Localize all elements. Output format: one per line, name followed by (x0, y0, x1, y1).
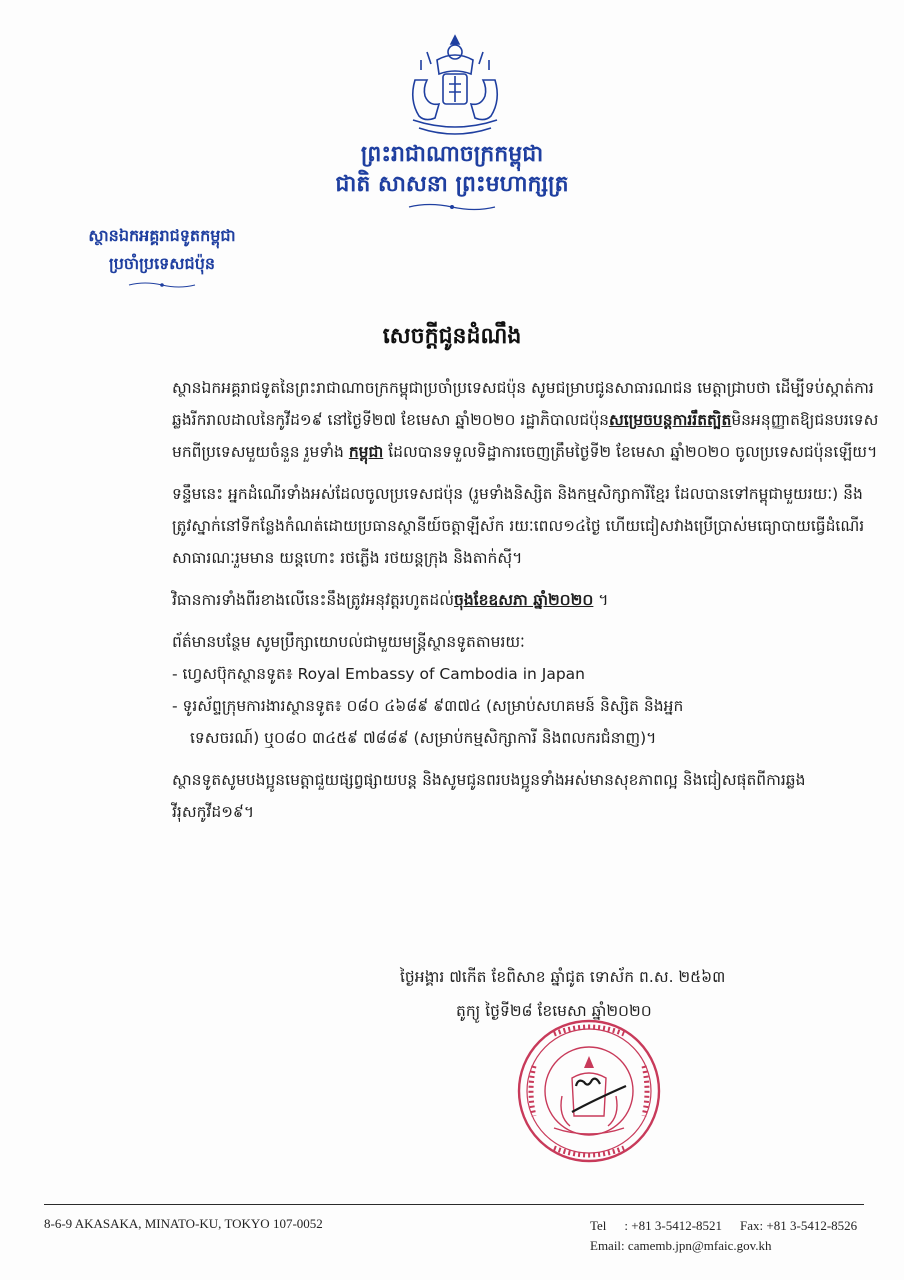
solar-date: តូក្យូ ថ្ងៃទី២៨ ខែមេសា ឆ្នាំ២០២០ (456, 1002, 652, 1020)
embassy-location: ប្រចាំប្រទេសជប៉ុន (108, 254, 215, 273)
embassy-name: ស្ថានឯកអគ្គរាជទូតកម្ពុជា (88, 226, 236, 245)
list-item-facebook: - ហ្វេសប៊ុកស្ថានទូត៖ Royal Embassy of Cambodia in Japan (172, 665, 585, 683)
emphasis-deadline: ចុងខែឧសភា ឆ្នាំ២០២០ (454, 591, 594, 609)
paragraph-1: ស្ថានឯកអគ្គរាជទូតនៃព្រះរាជាណាចក្រកម្ពុជាប្រចាំប្រទេសជប៉ុន សូមជម្រាបជូនសាធារណជន មេត្តាជ្រាបថា ដើម្បីទប់ស្កាត់ការឆ្លងរីករាលដាលនៃកូវីដ១៩ នៅថ្ងៃទី២៧ ខែមេសា ឆ្នាំ២០២០ រដ្ឋាភិបាលជប៉ុនសម្រេចបន្តការរឹតត្បិតមិនអនុញ្ញាតឱ្យជនបរទេសមកពីប្រទេសមួយចំនួន រួមទាំង កម្ពុជា ដែលបានទទួលទិដ្ឋាការចេញត្រឹមថ្ងៃទី២ ខែមេសា ឆ្នាំ២០២០ ចូលប្រទេសជប៉ុនឡើយ។ (172, 379, 879, 461)
email-label: Email: (590, 1238, 625, 1253)
kingdom-title: ព្រះរាជាណាចក្រកម្ពុជា (360, 142, 544, 167)
footer-contact (590, 1216, 880, 1256)
emphasis-restriction: សម្រេចបន្តការរឹតត្បិត (608, 411, 732, 429)
tel-value: : +81 3-5412-8521 (624, 1218, 723, 1233)
paragraph-5: ស្ថានទូតសូមបងប្អូនមេត្តាជួយផ្សព្វផ្សាយបន្ត និងសូមជូនពរបងប្អូនទាំងអស់មានសុខភាពល្អ និងជៀសផុតពីការឆ្លងវីរុសកូវីដ១៩។ (172, 771, 806, 821)
fax-label: Fax: (740, 1218, 764, 1233)
official-seal-icon (514, 1016, 664, 1166)
fax-value: +81 3-5412-8526 (766, 1218, 858, 1233)
royal-emblem-icon (395, 30, 515, 142)
paragraph-3: វិធានការទាំងពីរខាងលើនេះនឹងត្រូវអនុវត្តរហូតដល់ចុងខែឧសភា ឆ្នាំ២០២០ ។ (172, 591, 609, 609)
email-value: camemb.jpn@mfaic.gov.kh (627, 1238, 772, 1253)
emphasis-cambodia: កម្ពុជា (348, 443, 384, 461)
lunar-date: ថ្ងៃអង្គារ ៧កើត ខែពិសាខ ឆ្នាំជូត ទោស័ក ព.ស. ២៥៦៣ (400, 968, 726, 986)
footer-divider (44, 1204, 864, 1205)
document-title: សេចក្តីជូនដំណឹង (382, 324, 522, 349)
embassy-header (52, 222, 272, 290)
paragraph-4: ព័ត៌មានបន្ថែម សូមប្រឹក្សាយោបល់ជាមួយមន្ត្រីស្ថានទូតតាមរយៈ (172, 633, 525, 651)
ornament-divider-icon (127, 280, 197, 290)
list-item-phone-cont: ទេសចរណ៍) ឬ០៨០ ៣៤៥៩ ៧៨៨៩ (សម្រាប់កម្មសិក្សាការី និងពលករជំនាញ)។ (190, 729, 657, 747)
kingdom-motto: ជាតិ សាសនា ព្រះមហាក្សត្រ (335, 172, 569, 197)
document-body (172, 372, 882, 838)
footer-phone-fax (590, 1216, 880, 1236)
ornament-divider-icon (407, 202, 497, 212)
paragraph-2: ទន្ទឹមនេះ អ្នកដំណើរទាំងអស់ដែលចូលប្រទេសជប៉ុន (រួមទាំងនិស្សិត និងកម្មសិក្សាការីខ្មែរ ដែលបានទៅកម្ពុជាមួយរយៈ) នឹងត្រូវស្នាក់នៅទីកន្លែងកំណត់ដោយប្រធានស្ថានីយ៍ចត្តាឡីស័ក រយៈពេល១៤ថ្ងៃ ហើយជៀសវាងប្រើប្រាស់មធ្យោបាយធ្វើដំណើរសាធារណៈរួមមាន យន្តហោះ រថភ្លើង រថយន្តក្រុង និងតាក់ស៊ី។ (172, 485, 865, 567)
footer-email (590, 1236, 880, 1256)
tel-label: Tel (590, 1218, 607, 1233)
footer-address: 8-6-9 AKASAKA, MINATO-KU, TOKYO 107-0052 (44, 1216, 323, 1231)
kingdom-header (250, 140, 654, 212)
list-item-phone: - ទូរស័ព្ទក្រុមការងារស្ថានទូត៖ ០៨០ ៤៦៨៩ ៩៣៧៤ (សម្រាប់សហគមន៍ និស្សិត និងអ្នក (172, 697, 684, 715)
